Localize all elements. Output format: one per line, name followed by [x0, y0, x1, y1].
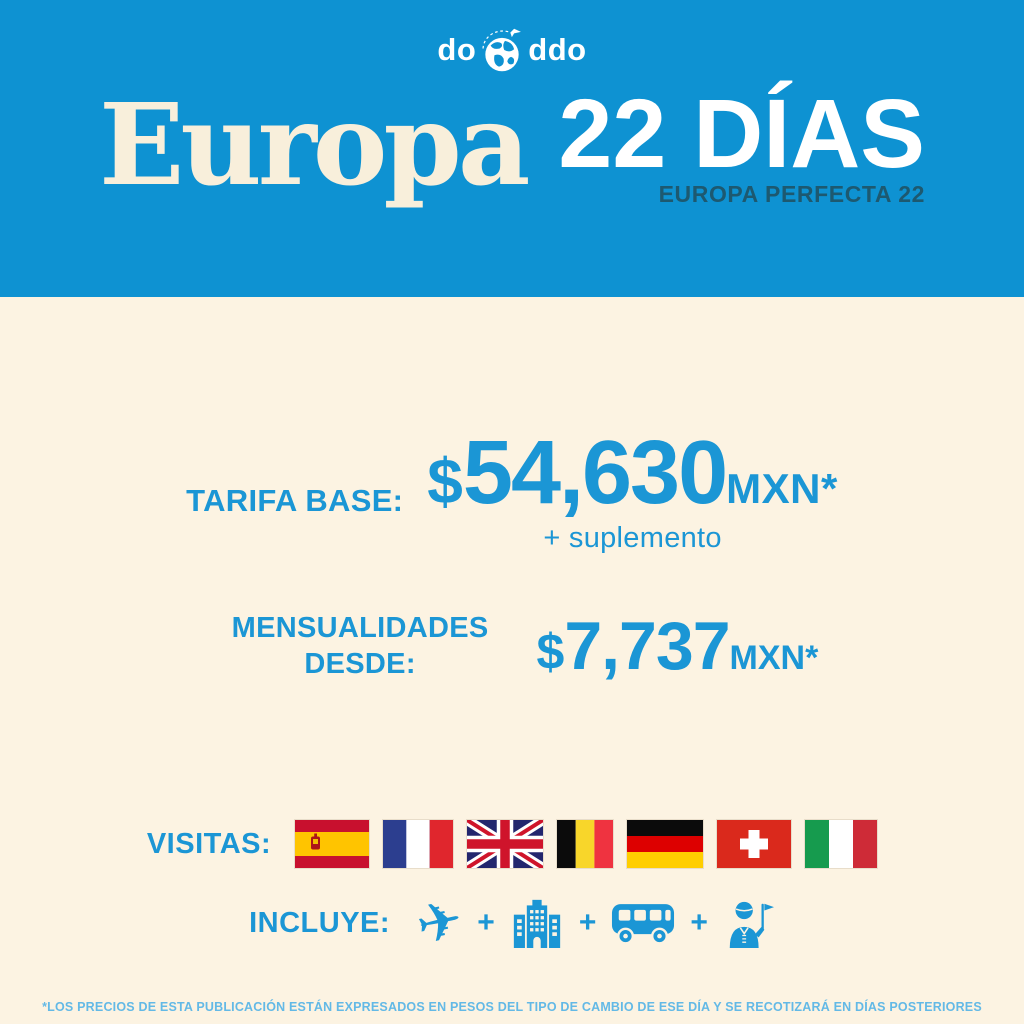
base-fare-unit: MXN* [726, 465, 838, 512]
bus-icon [611, 901, 675, 946]
base-fare-price-block [427, 423, 838, 555]
includes-label: INCLUYE: [249, 906, 391, 939]
belgium-flag [557, 820, 613, 868]
monthly-label-line1: MENSUALIDADES [231, 612, 489, 644]
base-fare-amount: 54,630 [462, 423, 727, 523]
switzerland-flag [717, 820, 791, 868]
base-fare-price [427, 423, 838, 523]
visits-section [0, 820, 1024, 868]
doddo-logo [437, 22, 586, 78]
monthly-label [232, 610, 489, 683]
hotel-icon [510, 898, 564, 948]
base-fare-section [0, 423, 1024, 555]
base-fare-currency: $ [427, 445, 463, 517]
monthly-amount: 7,737 [564, 607, 730, 684]
base-fare-note: + suplemento [543, 522, 722, 554]
title-row [99, 78, 925, 211]
globe-with-plane-icon [477, 23, 527, 77]
visits-label: VISITAS: [146, 827, 272, 860]
tour-guide-icon [723, 898, 775, 948]
days-block [558, 78, 925, 208]
spain-flag [295, 820, 369, 868]
monthly-price [536, 607, 819, 684]
includes-section [0, 886, 1024, 959]
title-subtitle: EUROPA PERFECTA 22 [658, 181, 925, 208]
footer-disclaimer: *LOS PRECIOS DE ESTA PUBLICACIÓN ESTÁN EXPRESADOS EN PESOS DEL TIPO DE CAMBIO DE ESE DÍA Y SE RECOTIZARÁ EN DÍAS POSTERIORES [42, 1000, 982, 1014]
monthly-currency: $ [536, 623, 565, 680]
italy-flag [805, 820, 877, 868]
plus-separator: + [690, 906, 708, 939]
plane-icon: ✈ [410, 886, 469, 959]
logo-text-right: ddo [528, 32, 587, 67]
monthly-unit: MXN* [729, 638, 819, 677]
plus-separator: + [578, 906, 597, 939]
plus-separator: + [477, 906, 495, 939]
title-days: 22 DÍAS [558, 78, 925, 188]
base-fare-label: TARIFA BASE: [186, 482, 404, 518]
monthly-section [0, 607, 1024, 684]
monthly-label-line2: DESDE: [304, 648, 416, 681]
germany-flag [627, 820, 703, 868]
france-flag [383, 820, 453, 868]
uk-flag [467, 820, 543, 868]
header-banner [0, 0, 1024, 297]
title-europa: Europa [99, 80, 527, 211]
logo-text-left: do [437, 32, 477, 67]
